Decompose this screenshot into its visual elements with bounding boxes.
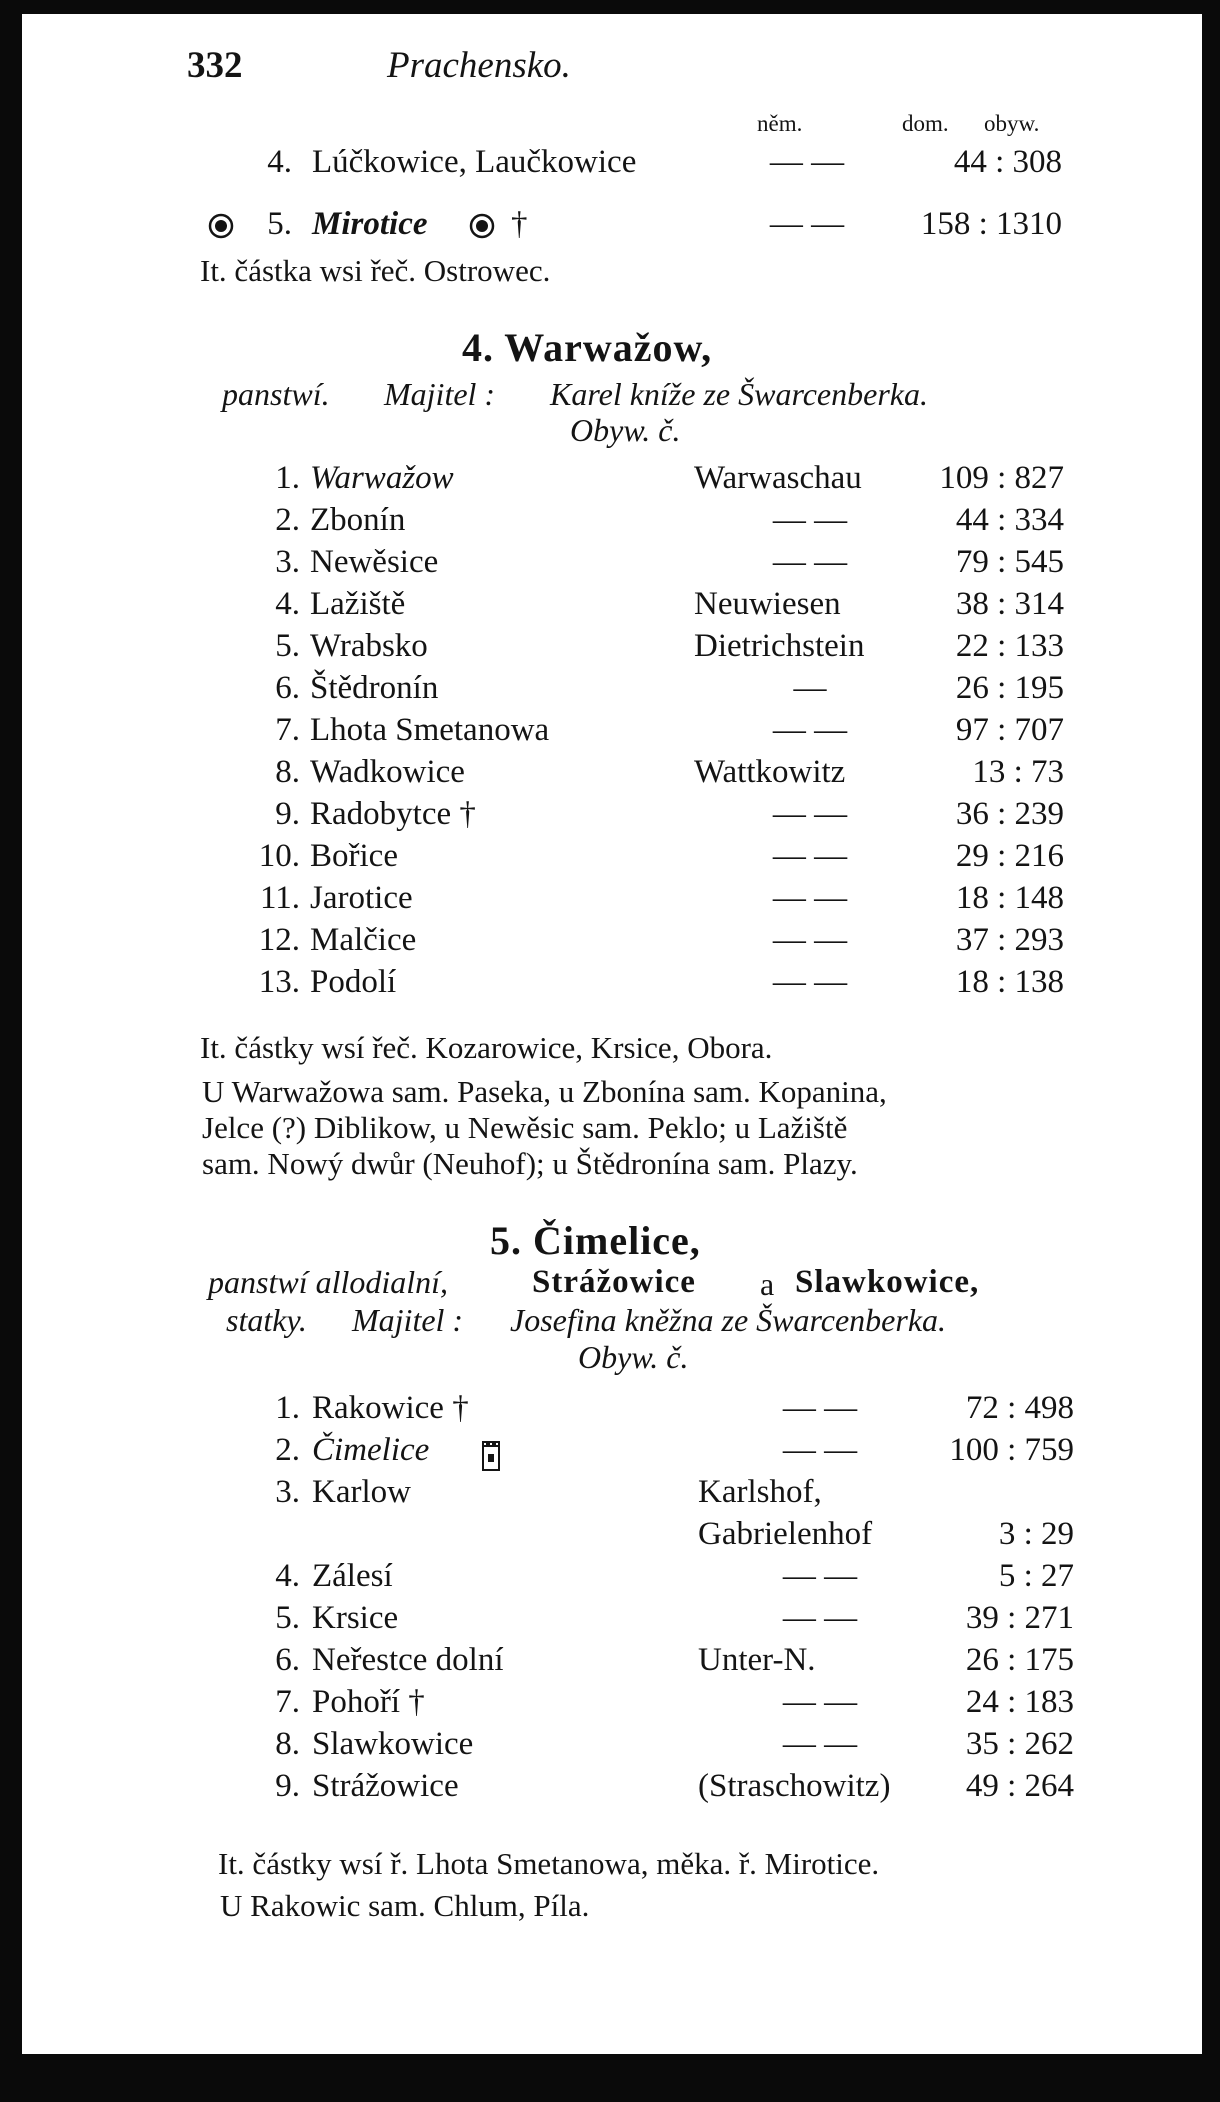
- subtitle-slawkowice: Slawkowice,: [795, 1264, 980, 1300]
- count: 72 : 498: [965, 1390, 1074, 1426]
- place-name: Warwažow: [310, 460, 454, 496]
- paragraph-line: U Warwažowa sam. Paseka, u Zbonína sam. Kopanina,: [202, 1074, 887, 1109]
- count: 38 : 314: [955, 586, 1064, 622]
- count: 37 : 293: [955, 922, 1064, 958]
- place-name: Zbonín: [310, 502, 406, 538]
- castle-symbol-icon: [208, 213, 234, 244]
- german-name: Neuwiesen: [694, 586, 841, 622]
- section-heading: [490, 1217, 701, 1264]
- section-title: Warwažow,: [504, 325, 713, 370]
- subtitle-panstwi: panstwí.: [222, 376, 330, 412]
- row-number: 11.: [259, 880, 300, 916]
- row-number: 4.: [267, 144, 292, 180]
- subtitle-panstwi: panstwí allodialní,: [208, 1264, 449, 1300]
- row-number: 4.: [275, 586, 300, 622]
- place-name: Mirotice: [312, 206, 428, 242]
- row-number: 1.: [275, 460, 300, 496]
- row-number: 12.: [258, 922, 300, 958]
- german-name: Karlshof,: [698, 1474, 822, 1510]
- german-name: — —: [782, 1600, 858, 1636]
- obyw-label: Obyw. č.: [578, 1339, 689, 1375]
- german-name: — —: [772, 712, 848, 748]
- paragraph-line: Jelce (?) Diblikow, u Newěsic sam. Peklo; u Lažiště: [202, 1110, 848, 1145]
- subtitle-majitel: Majitel :: [384, 376, 496, 412]
- count: 79 : 545: [955, 544, 1064, 580]
- row-number: 5.: [267, 206, 292, 242]
- place-name: Strážowice: [312, 1768, 459, 1804]
- count: 18 : 138: [955, 964, 1064, 1000]
- page-title: Prachensko.: [387, 45, 571, 86]
- german-name: — —: [769, 206, 845, 242]
- german-name: —: [793, 670, 827, 706]
- count: 158 : 1310: [920, 206, 1062, 242]
- paragraph-line: sam. Nowý dwůr (Neuhof); u Štědronína sam. Plazy.: [202, 1146, 858, 1181]
- place-name: Štědronín: [310, 670, 439, 706]
- german-name: Warwaschau: [694, 460, 862, 496]
- row-number: 9.: [275, 1768, 300, 1804]
- row-number: 6.: [275, 670, 300, 706]
- header-nem: něm.: [757, 111, 803, 136]
- row-number: 6.: [275, 1642, 300, 1678]
- count: 3 : 29: [998, 1516, 1074, 1552]
- place-name: Jarotice: [310, 880, 413, 916]
- count: 100 : 759: [949, 1432, 1074, 1468]
- count: 26 : 195: [955, 670, 1064, 706]
- count: 36 : 239: [955, 796, 1064, 832]
- place-name: Krsice: [312, 1600, 399, 1636]
- note: It. částky wsí ř. Lhota Smetanowa, měka. ř. Mirotice.: [218, 1846, 880, 1881]
- count: 39 : 271: [965, 1600, 1074, 1636]
- count: 49 : 264: [965, 1768, 1074, 1804]
- german-name: — —: [772, 502, 848, 538]
- german-name: — —: [782, 1390, 858, 1426]
- row-number: 9.: [275, 796, 300, 832]
- subtitle-statky: statky.: [226, 1302, 307, 1338]
- count: 24 : 183: [965, 1684, 1074, 1720]
- place-name: Bořice: [310, 838, 398, 874]
- place-name: Wrabsko: [310, 628, 428, 664]
- place-name: Zálesí: [312, 1558, 393, 1594]
- place-name: Radobytce †: [310, 796, 476, 832]
- place-name: Rakowice †: [312, 1390, 469, 1426]
- german-name: — —: [769, 144, 845, 180]
- subtitle-owner: Karel kníže ze Šwarcenberka.: [550, 376, 928, 412]
- row-number: 7.: [275, 712, 300, 748]
- place-name: Pohoří †: [312, 1684, 425, 1720]
- section-number: 5.: [490, 1218, 522, 1263]
- subtitle-majitel: Majitel :: [352, 1302, 464, 1338]
- place-name: Podolí: [310, 964, 397, 1000]
- count: 22 : 133: [955, 628, 1064, 664]
- row-number: 7.: [275, 1684, 300, 1720]
- place-name: Wadkowice: [310, 754, 465, 790]
- german-name: — —: [772, 964, 848, 1000]
- german-name: — —: [782, 1558, 858, 1594]
- row-number: 3.: [275, 1474, 300, 1510]
- place-name: Čimelice: [312, 1432, 430, 1468]
- header-dom: dom.: [902, 111, 949, 136]
- row-number: 2.: [275, 502, 300, 538]
- german-name: Unter-N.: [698, 1642, 816, 1678]
- count: 44 : 308: [953, 144, 1062, 180]
- church-cross-icon: †: [511, 206, 528, 242]
- count: 29 : 216: [955, 838, 1064, 874]
- row-number: 10.: [258, 838, 300, 874]
- german-name: — —: [772, 922, 848, 958]
- row-number: 13.: [258, 964, 300, 1000]
- count: 13 : 73: [972, 754, 1064, 790]
- place-name: Malčice: [310, 922, 417, 958]
- german-name: — —: [772, 544, 848, 580]
- row-number: 5.: [275, 628, 300, 664]
- count: 18 : 148: [955, 880, 1064, 916]
- subtitle-owner: Josefina kněžna ze Šwarcenberka.: [510, 1302, 947, 1338]
- header-obyw: obyw.: [984, 111, 1040, 136]
- count: 26 : 175: [965, 1642, 1074, 1678]
- note: U Rakowic sam. Chlum, Píla.: [220, 1888, 590, 1923]
- obyw-label: Obyw. č.: [570, 412, 681, 448]
- count: 5 : 27: [998, 1558, 1074, 1594]
- section-title: Čimelice,: [533, 1218, 701, 1263]
- german-name: — —: [772, 880, 848, 916]
- german-name: Gabrielenhof: [698, 1516, 873, 1552]
- count: 44 : 334: [955, 502, 1064, 538]
- row-number: 5.: [275, 1600, 300, 1636]
- german-name: (Straschowitz): [698, 1768, 891, 1804]
- german-name: Wattkowitz: [694, 754, 846, 790]
- row-number: 8.: [275, 754, 300, 790]
- section-heading: [462, 324, 712, 371]
- count: 109 : 827: [939, 460, 1064, 496]
- german-name: — —: [772, 838, 848, 874]
- german-name: — —: [782, 1726, 858, 1762]
- castle-tower-icon: [480, 1440, 502, 1477]
- place-name: Slawkowice: [312, 1726, 474, 1762]
- note: It. částky wsí řeč. Kozarowice, Krsice, Obora.: [200, 1030, 773, 1065]
- page-number: 332: [187, 45, 243, 86]
- place-name: Lhota Smetanowa: [310, 712, 550, 748]
- subtitle-strazowice: Strážowice: [532, 1264, 696, 1300]
- row-number: 2.: [275, 1432, 300, 1468]
- german-name: — —: [782, 1432, 858, 1468]
- place-name: Lúčkowice, Laučkowice: [312, 144, 637, 180]
- german-name: Dietrichstein: [694, 628, 865, 664]
- row-number: 1.: [275, 1390, 300, 1426]
- place-name: Lažiště: [310, 586, 406, 622]
- subtitle-conjunction: a: [760, 1266, 775, 1302]
- count: 35 : 262: [965, 1726, 1074, 1762]
- note: It. částka wsi řeč. Ostrowec.: [200, 253, 551, 288]
- row-number: 8.: [275, 1726, 300, 1762]
- german-name: — —: [772, 796, 848, 832]
- place-name: Newěsice: [310, 544, 439, 580]
- row-number: 4.: [275, 1558, 300, 1594]
- section-number: 4.: [462, 325, 494, 370]
- count: 97 : 707: [955, 712, 1064, 748]
- book-page: [22, 14, 1202, 2054]
- german-name: — —: [782, 1684, 858, 1720]
- castle-symbol-icon: [469, 213, 495, 244]
- row-number: 3.: [275, 544, 300, 580]
- place-name: Karlow: [312, 1474, 411, 1510]
- place-name: Neřestce dolní: [312, 1642, 504, 1678]
